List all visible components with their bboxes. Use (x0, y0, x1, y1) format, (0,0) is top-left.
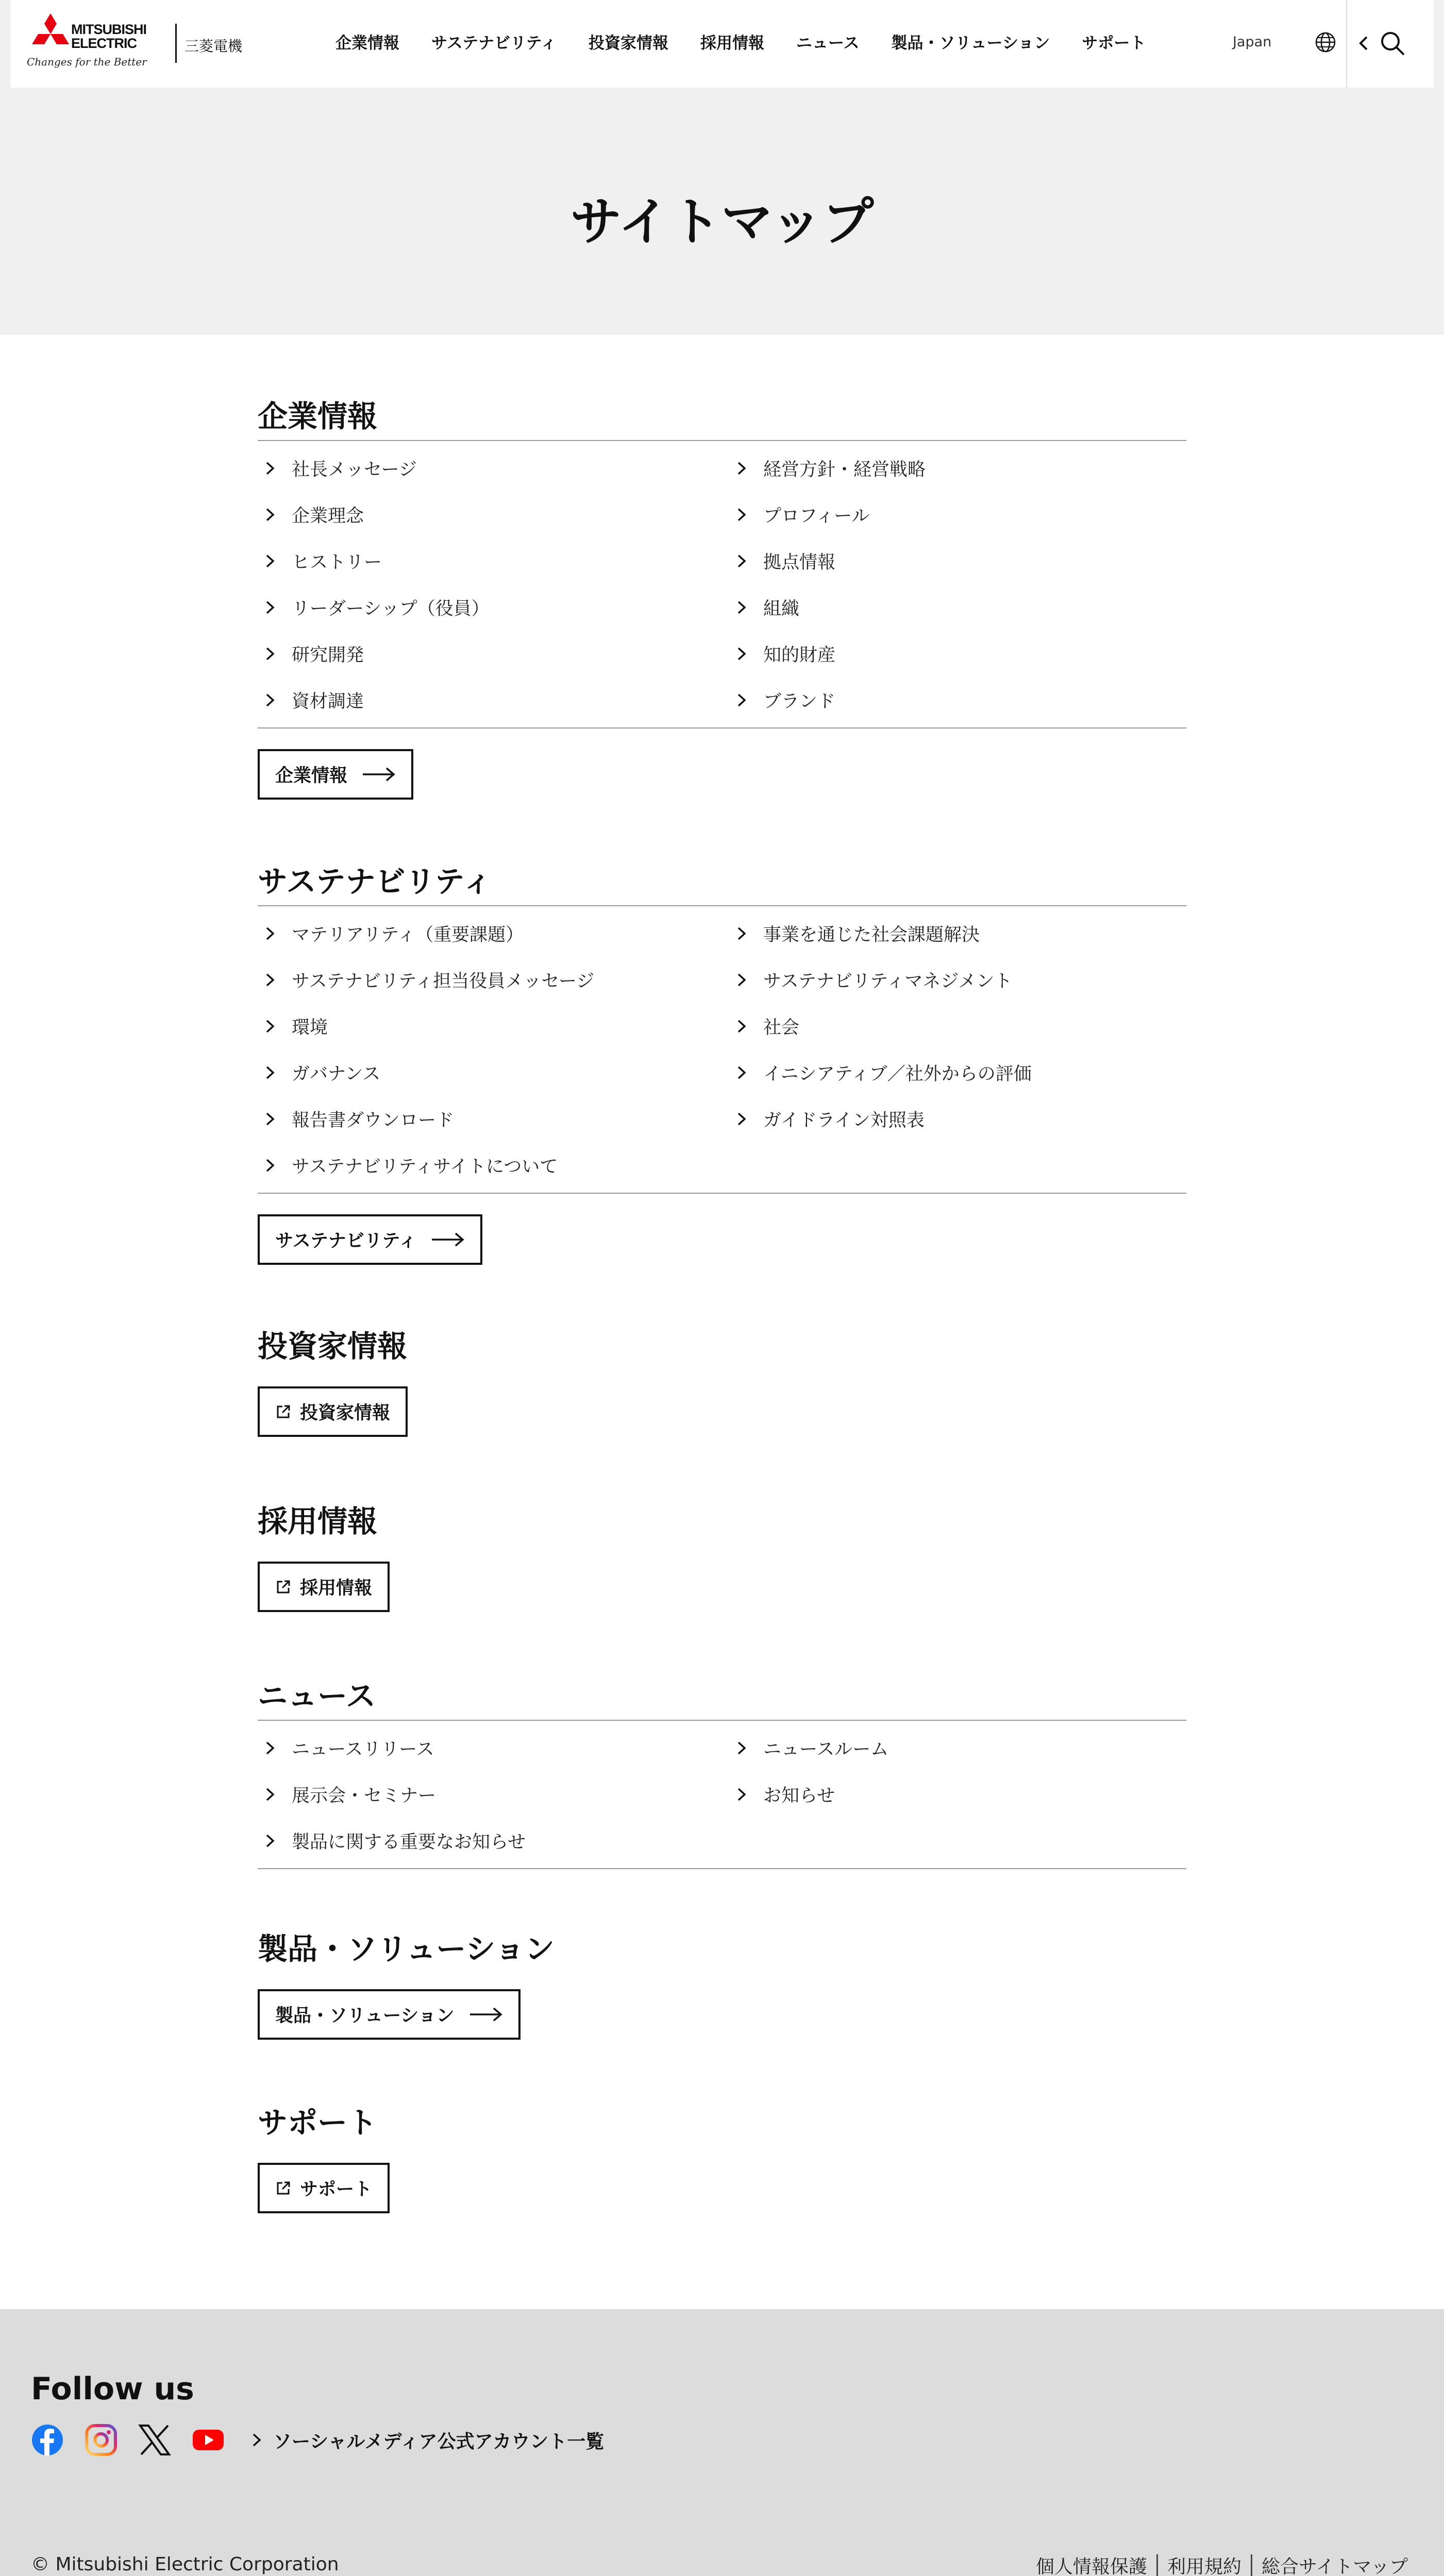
chevron-right-icon (264, 1787, 277, 1802)
section-news (258, 1671, 1186, 1869)
x-icon[interactable] (138, 2424, 171, 2456)
chevron-right-icon (735, 926, 749, 941)
chevron-right-icon (735, 1787, 749, 1802)
investors-external-button[interactable]: 投資家情報 (258, 1386, 408, 1437)
link-item[interactable]: ニュースルーム (729, 1725, 1186, 1771)
section-title: 採用情報 (258, 1504, 378, 1539)
link-item[interactable]: ヒストリー (258, 538, 729, 584)
logo-japanese: 三菱電機 (184, 38, 243, 55)
chevron-right-icon (264, 1740, 277, 1756)
chevron-right-icon (735, 553, 749, 569)
chevron-right-icon (264, 1065, 277, 1080)
link-item[interactable]: サステナビリティマネジメント (729, 957, 1186, 1003)
link-item[interactable]: 資材調達 (258, 677, 729, 723)
logo-tagline: Changes for the Better (27, 56, 147, 68)
link-item[interactable]: イニシアティブ／社外からの評価 (729, 1049, 1186, 1096)
chevron-right-icon (264, 1019, 277, 1034)
link-item[interactable]: プロフィール (729, 492, 1186, 538)
section-corporate (258, 392, 1186, 800)
arrow-right-icon (469, 2007, 503, 2022)
section-title: 投資家情報 (258, 1329, 408, 1364)
arrow-right-icon (431, 1232, 465, 1247)
chevron-right-icon (264, 1833, 277, 1849)
external-link-icon (275, 1403, 292, 1420)
chevron-right-icon (264, 553, 277, 569)
link-item[interactable]: 環境 (258, 1003, 729, 1049)
chevron-right-icon (264, 646, 277, 662)
support-external-button[interactable]: サポート (258, 2163, 390, 2213)
youtube-icon[interactable] (192, 2424, 225, 2456)
link-item[interactable]: ガイドライン対照表 (729, 1096, 1186, 1142)
chevron-right-icon (264, 972, 277, 988)
link-item[interactable]: 製品に関する重要なお知らせ (258, 1818, 729, 1864)
sustainability-cta-button[interactable]: サステナビリティ (258, 1214, 482, 1265)
hero-banner (0, 88, 1444, 335)
instagram-icon[interactable] (85, 2424, 117, 2456)
link-item[interactable]: 研究開発 (258, 631, 729, 677)
page-title: サイトマップ (570, 192, 874, 252)
region-label[interactable]: Japan (1233, 34, 1272, 50)
link-item[interactable]: ブランド (729, 677, 1186, 723)
chevron-right-icon (735, 507, 749, 522)
link-item[interactable]: 事業を通じた社会課題解決 (729, 910, 1186, 957)
link-item[interactable]: サステナビリティ担当役員メッセージ (258, 957, 729, 1003)
nav-products[interactable]: 製品・ソリューション (891, 34, 1050, 53)
section-sustainability (258, 857, 1186, 1265)
link-item[interactable]: 展示会・セミナー (258, 1771, 729, 1818)
logo-line-1: MITSUBISHI (71, 22, 147, 37)
header-divider (1346, 0, 1347, 88)
link-item[interactable]: 経営方針・経営戦略 (729, 445, 1186, 492)
chevron-right-icon (264, 461, 277, 476)
social-accounts-link[interactable]: ソーシャルメディア公式アカウント一覧 (250, 2427, 604, 2453)
products-cta-button[interactable]: 製品・ソリューション (258, 1989, 520, 2040)
section-careers (258, 1497, 1186, 1612)
link-item[interactable]: 社長メッセージ (258, 445, 729, 492)
chevron-right-icon (250, 2432, 264, 2448)
footer-divider (1156, 2554, 1158, 2576)
nav-careers[interactable]: 採用情報 (700, 34, 765, 53)
link-list (258, 441, 1186, 728)
chevron-right-icon (264, 507, 277, 522)
section-support (258, 2098, 1186, 2213)
link-item[interactable]: お知らせ (729, 1771, 1186, 1818)
global-sitemap-link[interactable]: 総合サイトマップ (1261, 2556, 1408, 2576)
external-link-icon (275, 1579, 292, 1595)
mitsubishi-logo[interactable] (27, 13, 243, 70)
nav-investors[interactable]: 投資家情報 (589, 34, 669, 53)
section-investors (258, 1321, 1186, 1437)
chevron-right-icon (735, 1740, 749, 1756)
chevron-right-icon (735, 1065, 749, 1080)
corporate-cta-button[interactable]: 企業情報 (258, 749, 413, 800)
chevron-right-icon (735, 972, 749, 988)
logo-line-2: ELECTRIC (71, 36, 137, 51)
copyright: © Mitsubishi Electric Corporation (31, 2554, 339, 2575)
footer-divider (1251, 2554, 1252, 2576)
link-item[interactable]: リーダーシップ（役員） (258, 584, 729, 631)
section-title: 製品・ソリューション (258, 1931, 555, 1967)
link-item-empty (729, 1818, 1186, 1864)
link-item[interactable]: ニュースリリース (258, 1725, 729, 1771)
chevron-right-icon (735, 692, 749, 708)
chevron-right-icon (735, 646, 749, 662)
chevron-right-icon (735, 1019, 749, 1034)
section-title: サポート (258, 2105, 378, 2140)
main-nav (320, 30, 1162, 53)
chevron-right-icon (264, 1111, 277, 1127)
terms-link[interactable]: 利用規約 (1167, 2556, 1241, 2576)
site-header (10, 0, 1434, 88)
link-list (258, 906, 1186, 1194)
social-links (31, 2424, 604, 2456)
globe-icon[interactable] (1314, 31, 1337, 54)
facebook-icon[interactable] (31, 2424, 64, 2456)
nav-support[interactable]: サポート (1082, 34, 1146, 53)
link-item[interactable]: 拠点情報 (729, 538, 1186, 584)
section-title: 企業情報 (258, 392, 1186, 441)
careers-external-button[interactable]: 採用情報 (258, 1562, 390, 1612)
chevron-right-icon (735, 1111, 749, 1127)
chevron-right-icon (264, 692, 277, 708)
link-item[interactable]: 報告書ダウンロード (258, 1096, 729, 1142)
sitemap-main (0, 335, 1444, 2309)
logo-divider (175, 24, 177, 63)
section-title: サステナビリティ (258, 857, 1186, 906)
link-item[interactable]: ガバナンス (258, 1049, 729, 1096)
link-item[interactable]: 社会 (729, 1003, 1186, 1049)
chevron-right-icon (264, 926, 277, 941)
link-item[interactable]: サステナビリティサイトについて (258, 1142, 729, 1189)
link-list (258, 1721, 1186, 1869)
search-icon[interactable] (1356, 29, 1413, 58)
link-item[interactable]: マテリアリティ（重要課題） (258, 910, 729, 957)
section-title: ニュース (258, 1671, 1186, 1721)
chevron-right-icon (264, 600, 277, 615)
link-item[interactable]: 企業理念 (258, 492, 729, 538)
nav-news[interactable]: ニュース (796, 34, 860, 53)
link-item-empty (729, 1142, 1186, 1189)
chevron-right-icon (735, 600, 749, 615)
link-item[interactable]: 組織 (729, 584, 1186, 631)
follow-us-heading: Follow us (31, 2371, 194, 2407)
arrow-right-icon (362, 767, 396, 782)
privacy-link[interactable]: 個人情報保護 (1035, 2556, 1147, 2576)
site-footer (0, 2309, 1444, 2576)
section-products (258, 1924, 1186, 2040)
nav-corporate[interactable]: 企業情報 (335, 34, 399, 53)
three-diamonds-icon (27, 13, 74, 55)
chevron-right-icon (264, 1158, 277, 1173)
nav-sustainability[interactable]: サステナビリティ (431, 34, 557, 53)
footer-links (1036, 2552, 1408, 2576)
external-link-icon (275, 2180, 292, 2196)
link-item[interactable]: 知的財産 (729, 631, 1186, 677)
chevron-right-icon (735, 461, 749, 476)
